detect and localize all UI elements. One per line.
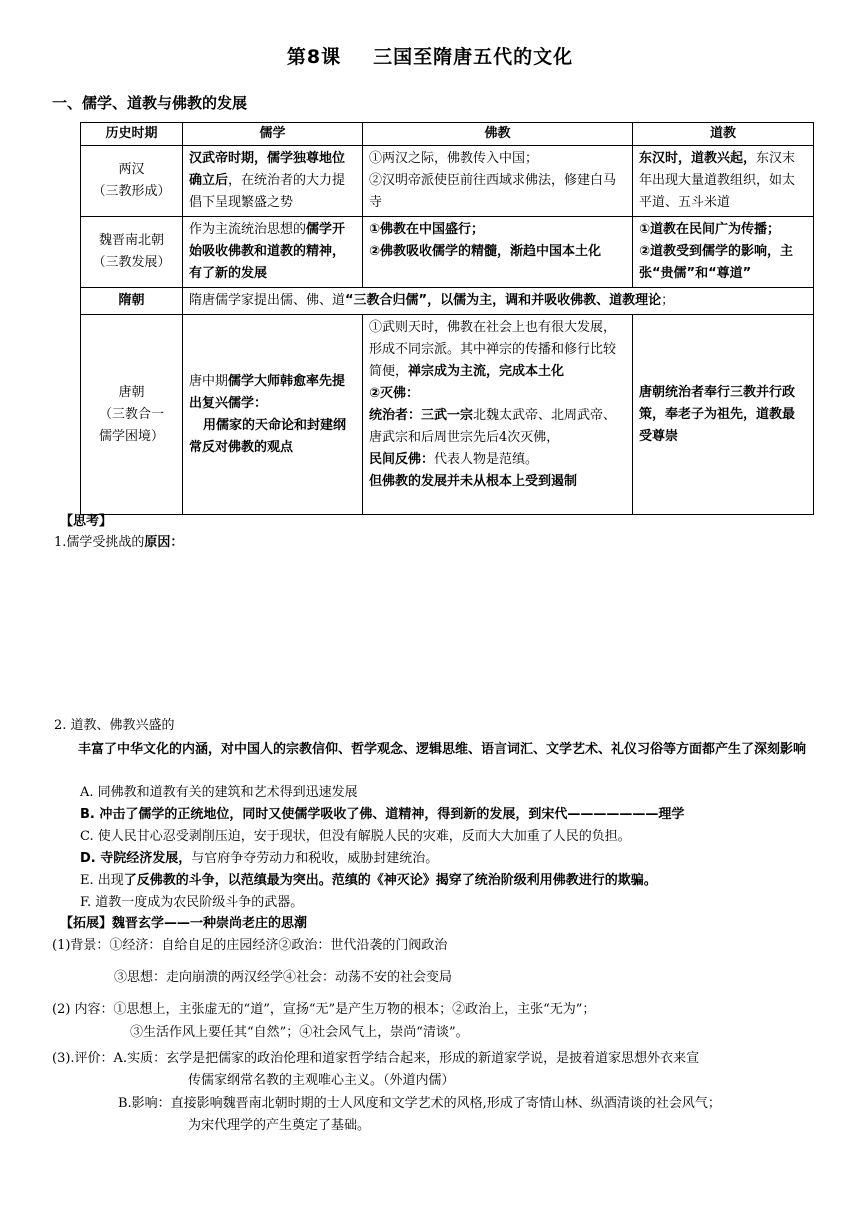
period-name: 两汉: [118, 162, 145, 177]
text: 与官府争夺劳动力和税收，威胁封建统治。: [191, 851, 439, 866]
section-heading: 一、儒学、道教与佛教的发展: [52, 94, 248, 112]
text: ②道教受到儒学的影响，主张“贵儒”和“尊道”: [639, 244, 794, 281]
period-name: 唐朝: [118, 384, 145, 400]
taoism-cell: 唐朝统治者奉行三教并行政策，奉老子为祖先，道教最受尊崇: [633, 315, 814, 515]
list-item: A. 同佛教和道教有关的建筑和艺术得到迅速发展: [80, 785, 358, 800]
page-title: [0, 48, 860, 67]
question-2: 2. 道教、佛教兴盛的: [54, 718, 175, 733]
bold-text: 了反佛教的斗争，以范缜最为突出。范缜的《神灭论》揭穿了统治阶级利用佛教进行的欺骗。: [123, 873, 657, 888]
period-name: 隋朝: [118, 293, 145, 308]
table-header: 历史时期: [81, 123, 183, 146]
bold-text: 原因：: [144, 535, 184, 550]
list-item: B. 冲击了儒学的正统地位，同时又使儒学吸收了佛、道精神，得到新的发展，到宋代———————理学: [80, 807, 685, 822]
taoism-cell: [633, 217, 814, 288]
text: 作为主流统治思想的: [189, 222, 307, 237]
text: ①武则天时，佛教在社会上也有很大发展，形成不同宗派。其中禅宗的传播和修行比较简便，: [369, 320, 617, 379]
confucian-cell: [183, 217, 363, 288]
text: 北魏太武帝、北周武帝、唐武宗和后周世宗先后4次灭佛，: [369, 408, 617, 445]
period-cell: [81, 288, 183, 315]
bold-text: 用儒家的天命论和封建纲常反对佛教的观点: [189, 417, 347, 455]
table-header: 佛教: [363, 123, 633, 146]
text: ①两汉之际，佛教传入中国；: [369, 151, 539, 166]
list-item: F. 道教一度成为农民阶级斗争的武器。: [80, 895, 304, 910]
table-header: 儒学: [183, 123, 363, 146]
bold-text: “三教合归儒”，以儒为主，调和并吸收佛教、道教理论: [345, 293, 662, 308]
text: ①佛教在中国盛行；: [369, 222, 485, 237]
bold-text: 民间反佛：: [369, 452, 435, 467]
text: ②佛教吸收儒学的精髓，渐趋中国本土化: [369, 244, 602, 259]
period-cell: [81, 315, 183, 515]
text: ②汉明帝派使臣前往西域求佛法，修建白马寺: [369, 173, 617, 210]
ext-evaluation: B.影响：直接影响魏晋南北朝时期的士人风度和文学艺术的风格,形成了寄情山林、纵酒清谈的社会风气；: [118, 1096, 721, 1111]
think-heading: 【思考】: [60, 514, 113, 529]
text: 代表人物是范缜。: [434, 452, 539, 467]
text: 东汉末年出现大量道教组织，如太平道、五斗米道: [639, 151, 796, 210]
table-row: [81, 288, 814, 315]
buddhism-cell: [363, 217, 633, 288]
period-name: 魏晋南北朝: [98, 233, 164, 248]
bold-text: 统治者：三武一宗: [369, 408, 474, 423]
text: ；: [661, 293, 675, 308]
bold-text: 东汉时，道教兴起，: [639, 151, 757, 166]
table-header: 道教: [633, 123, 814, 146]
list-item: [80, 849, 438, 868]
list-item: [80, 871, 657, 890]
ext-content: ③生活作风上要任其“自然”；④社会风气上，崇尚“清谈”。: [130, 1025, 469, 1040]
text: 隋唐儒学家提出儒、佛、道: [189, 293, 346, 308]
lesson-title: 三国至隋唐五代的文化: [373, 46, 574, 68]
period-note: （三教形成）: [92, 184, 171, 199]
bold-text: 儒学大师韩愈率先提出复兴儒学：: [189, 373, 346, 411]
period-cell: [81, 146, 183, 217]
period-note: （三教发展）: [92, 255, 171, 270]
confucian-cell: [183, 315, 363, 515]
text: ②灭佛：: [369, 386, 420, 401]
religion-table: [80, 122, 814, 515]
text: 唐中期: [189, 373, 229, 389]
table-row: [81, 217, 814, 288]
taoism-cell: [633, 146, 814, 217]
table-row: [81, 315, 814, 515]
text: 1.: [54, 535, 67, 550]
ext-content: (2) 内容：①思想上，主张虚无的“道”，宣扬“无”是产生万物的根本；②政治上，主张“无为”；: [52, 1002, 596, 1017]
table-row: [81, 146, 814, 217]
bold-text: 禅宗成为主流，完成本土化: [408, 364, 565, 379]
buddhism-cell: [363, 315, 633, 515]
bold-text: 汉武帝时期，儒学独尊地位确立后: [189, 151, 346, 188]
list-item: C. 使人民甘心忍受剥削压迫，安于现状，但没有解脱人民的灾难，反而大大加重了人民的负担。: [80, 829, 631, 844]
confucian-cell: [183, 146, 363, 217]
text: 儒学受挑战的: [66, 535, 145, 550]
bold-text: D. 寺院经济发展，: [80, 851, 192, 866]
ext-evaluation: (3).评价：A.实质：玄学是把儒家的政治伦理和道家哲学结合起来，形成的新道家学说，是披着道家思想外衣来宣: [52, 1051, 700, 1066]
ext-background: (1)背景：①经济：自给自足的庄园经济②政治：世代沿袭的门阀政治: [52, 938, 448, 953]
text: ①道教在民间广为传播；: [639, 222, 781, 237]
question-1: [54, 533, 183, 552]
bold-text: 儒学开始吸收佛教和道教的精神，有了新的发展: [189, 222, 346, 281]
ext-evaluation: 为宋代理学的产生奠定了基础。: [188, 1118, 371, 1133]
text: 但佛教的发展并未从根本上受到遏制: [369, 474, 578, 489]
ext-background: ③思想：走向崩溃的两汉经学④社会：动荡不安的社会变局: [114, 970, 453, 985]
lesson-number: 第8课: [286, 46, 342, 68]
period-cell: [81, 217, 183, 288]
extension-heading: 【拓展】魏晋玄学——一种崇尚老庄的思潮: [60, 916, 308, 931]
buddhism-cell: [363, 146, 633, 217]
text: ，在统治者的大力提倡下呈现繁盛之势: [189, 173, 346, 210]
table-header-row: [81, 123, 814, 146]
influence-summary: 丰富了中华文化的内涵，对中国人的宗教信仰、哲学观念、逻辑思维、语言词汇、文学艺术、礼仪习俗等方面都产生了深刻影响: [78, 742, 807, 757]
ext-evaluation: 传儒家纲常名教的主观唯心主义。（外道内儒）: [188, 1073, 455, 1088]
period-note: （三教合一: [98, 406, 164, 422]
text: E. 出现: [80, 873, 124, 888]
sui-cell: [183, 288, 814, 315]
period-note: 儒学困境）: [98, 428, 164, 444]
